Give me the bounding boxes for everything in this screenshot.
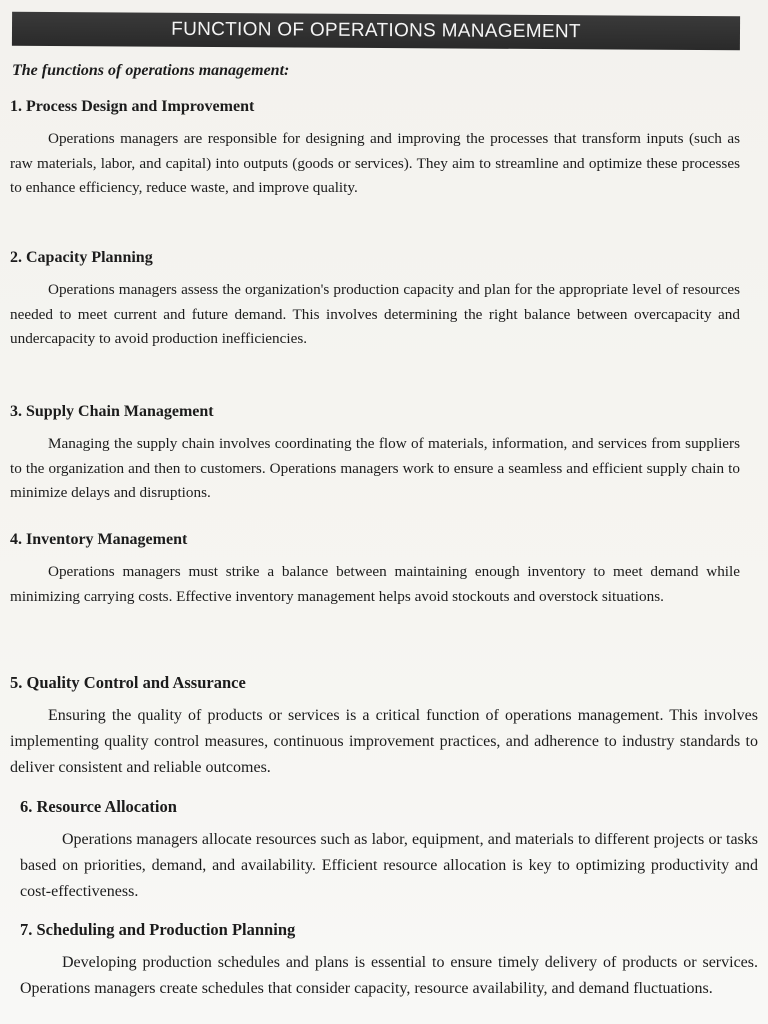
section-body: Managing the supply chain involves coordinating the flow of materials, information, and services from suppliers to the organization and then to customers. Operations managers work to ensure a seamless and efficient supply chain to minimize delays and disruptions. [10, 435, 740, 501]
section-inventory [10, 530, 740, 609]
page-title: FUNCTION OF OPERATIONS MANAGEMENT [12, 12, 740, 50]
section-heading: 3. Supply Chain Management [10, 403, 214, 420]
section-scheduling [20, 920, 758, 1002]
section-heading: 2. Capacity Planning [10, 249, 153, 266]
section-body: Operations managers are responsible for designing and improving the processes that transform inputs (such as raw materials, labor, and capital) into outputs (goods or services). They aim to streamline and optimize these processes to enhance efficiency, reduce waste, and improve quality. [10, 130, 740, 196]
section-heading: 4. Inventory Management [10, 531, 188, 548]
section-heading: 1. Process Design and Improvement [10, 98, 255, 115]
section-body: Operations managers allocate resources such as labor, equipment, and materials to different projects or tasks based on priorities, demand, and availability. Efficient resource allocation is key to optimizing productivity and cost-effectiveness. [20, 831, 758, 900]
section-capacity-planning [10, 248, 740, 352]
section-body: Ensuring the quality of products or services is a critical function of operations management. This involves implementing quality control measures, continuous improvement practices, and adherence to industry standards to deliver consistent and reliable outcomes. [10, 707, 758, 776]
section-heading: 5. Quality Control and Assurance [10, 673, 246, 692]
section-heading: 6. Resource Allocation [20, 797, 177, 816]
section-body: Operations managers must strike a balance between maintaining enough inventory to meet demand while minimizing carrying costs. Effective inventory management helps avoid stockouts and overstock situations. [10, 563, 740, 605]
section-quality-control [10, 673, 758, 781]
section-body: Operations managers assess the organization's production capacity and plan for the appropriate level of resources needed to meet current and future demand. This involves determining the right balance between overcapacity and undercapacity to avoid production inefficiencies. [10, 281, 740, 347]
section-resource-allocation [20, 797, 758, 905]
section-body: Developing production schedules and plans is essential to ensure timely delivery of products or services. Operations managers create schedules that consider capacity, resource availability, and demand fluctuations. [20, 954, 758, 997]
section-supply-chain [10, 402, 740, 506]
intro-text: The functions of operations management: [12, 62, 290, 79]
section-process-design [10, 97, 740, 201]
section-heading: 7. Scheduling and Production Planning [20, 920, 296, 939]
